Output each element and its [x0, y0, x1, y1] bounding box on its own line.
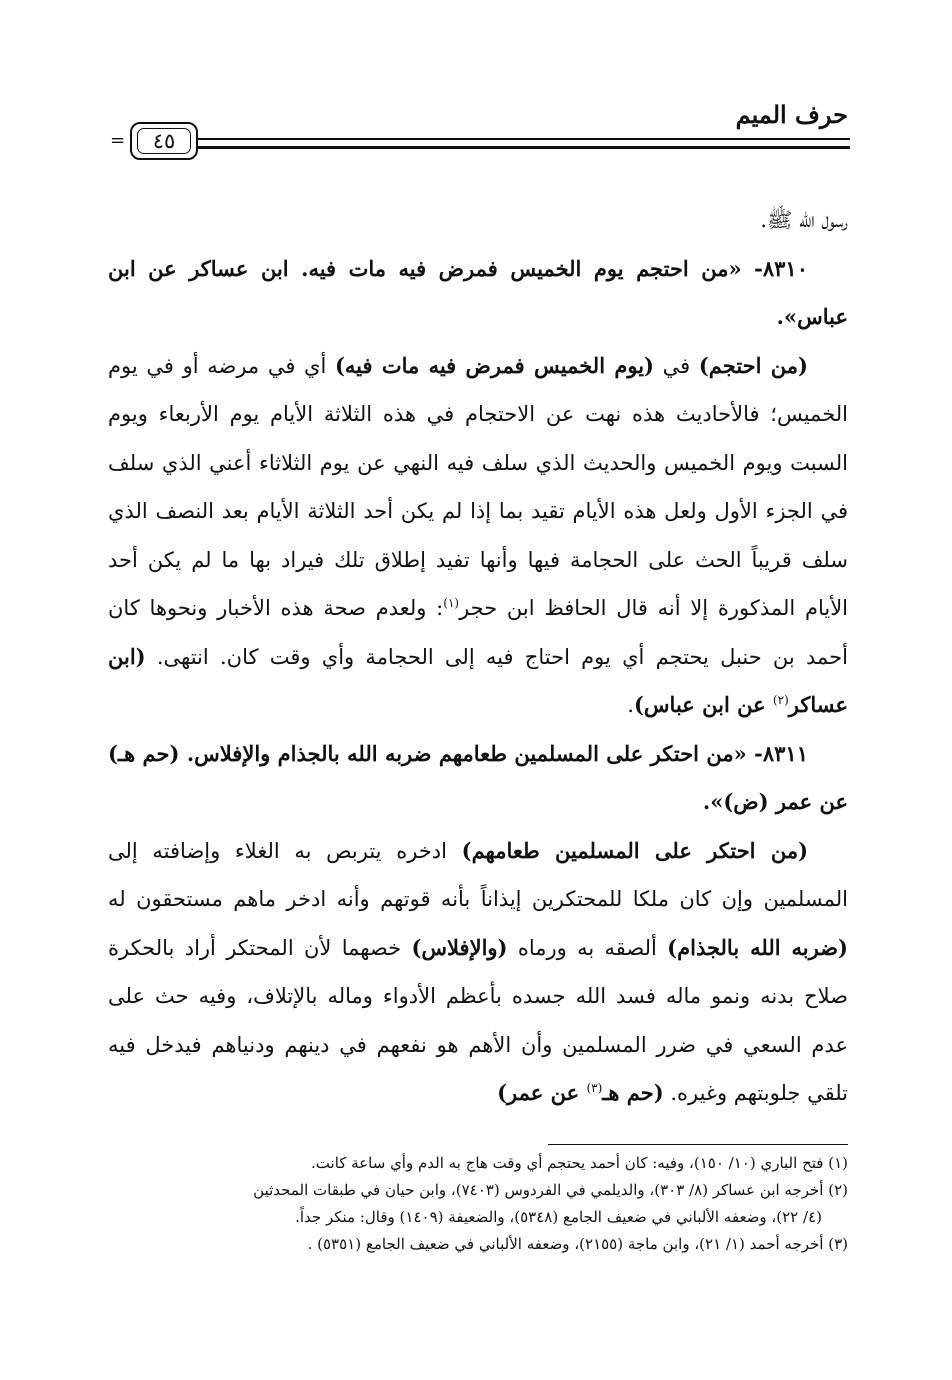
header-rule-bottom	[198, 146, 850, 149]
commentary-8311-lemma-1: (من احتكر على المسلمين طعامهم)	[461, 837, 809, 863]
commentary-8310-text-b: أي في مرضه أو في يوم الخميس؛ فالأحاديث هذه نهت عن الاحتجام في هذه الثلاثة الأيام يوم الأربعاء ويوم السبت ويوم الخميس والحديث الذي سلف فيه النهي عن يوم الثلاثاء أعني الذي سلف في الجزء الأول ولعل هذه الأيام تقيد بما إذا لم يكن أحد الثلاثة الأيام بعد النصف الذي سلف قريباً الحث على الحجامة فيها وأنها تفيد إطلاق تلك فيراد بها ما لم يكن أحد الأيام المذكورة إلا أنه قال الحافظ ابن حجر	[108, 353, 849, 620]
commentary-8311-text-b: ألصقه به ورماه	[507, 935, 668, 960]
commentary-8310-text-a: في	[653, 353, 699, 378]
commentary-8310-lemma-1: (من احتجم)	[698, 352, 808, 378]
main-text	[108, 196, 848, 1118]
commentary-8311-source-a: (حم هـ	[602, 1080, 664, 1105]
footnote-ref-1: (١)	[443, 596, 460, 610]
hadith-8311-text: ٨٣١١- «من احتكر على المسلمين طعامهم ضربه الله بالجذام والإفلاس. (حم هـ) عن عمر (ض)».	[108, 740, 848, 814]
commentary-8310-source-a: (ابن عساكر	[108, 643, 848, 717]
commentary-8310-text-c: : ولعدم صحة هذه الأخبار ونحوها كان أحمد بن حنبل يحتجم أي يوم احتاج فيه إلى الحجامة وأي وقت كان. انتهى.	[108, 596, 848, 669]
commentary-8311-lemma-3: (والإفلاس)	[411, 934, 508, 960]
commentary-8311-lemma-2: (ضربه الله بالجذام)	[667, 934, 848, 960]
header-rule-top	[198, 138, 850, 140]
commentary-8310-source-b: عن ابن عباس)	[633, 692, 773, 717]
chapter-title: حرف الميم	[735, 100, 848, 129]
footnote-separator	[548, 1144, 848, 1145]
footnote-3: (٣) أخرجه أحمد (١/ ٢١)، وابن ماجة (٢١٥٥)، وضعفه الألباني في ضعيف الجامع (٥٣٥١) .	[307, 1235, 848, 1253]
hadith-8311	[108, 730, 848, 827]
page-number-marker: =	[110, 130, 126, 151]
commentary-8311-text-c: خصهما لأن المحتكر أراد بالحكرة صلاح بدنه ونمو ماله فسد الله جسده بأعظم الأدواء وماله بالإتلاف، وفيه حث على عدم السعي في ضرر المسلمين وأن الأهم هو نفعهم في دينهم ودنياهم فيدخل فيه تلقي جلوبتهم وغيره.	[108, 935, 848, 1105]
footnote-2-continuation: (٤/ ٢٢)، وضعفه الألباني في ضعيف الجامع (٥٣٤٨)، والضعيفة (١٤٠٩) وقال: منكر جداً.	[295, 1208, 822, 1226]
commentary-8310-lemma-2: (يوم الخميس فمرض فيه مات فيه)	[334, 352, 654, 378]
hadith-8310-text: ٨٣١٠- «من احتجم يوم الخميس فمرض فيه مات فيه. ابن عساكر عن ابن عباس».	[108, 255, 848, 329]
commentary-8311-source-b: عن عمر)	[497, 1080, 587, 1105]
footnote-ref-2: (٢)	[772, 693, 789, 707]
page-number: ٤٥	[152, 129, 176, 153]
footnote-2: (٢) أخرجه ابن عساكر (٨/ ٣٠٣)، والديلمي في الفردوس (٧٤٠٣)، وابن حيان في طبقات المحدثين	[253, 1181, 848, 1199]
commentary-8310	[108, 342, 848, 730]
footnote-1: (١) فتح الباري (١٠/ ١٥٠)، وفيه: كان أحمد يحتجم أي وقت هاج به الدم وأي ساعة كانت.	[311, 1154, 848, 1172]
paragraph-continuation: رسول الله ﷺ.	[760, 208, 848, 232]
commentary-8310-end: .	[627, 693, 634, 717]
commentary-8311	[108, 827, 848, 1118]
commentary-8311-text-a: ادخره يتربص به الغلاء وإضافته إلى المسلمين وإن كان ملكا للمحتكرين إيذاناً بأنه قوتهم وأنه ادخر ماهم مستحقون له	[108, 838, 848, 911]
footnote-ref-3: (٣)	[586, 1081, 603, 1095]
page-number-frame	[130, 122, 198, 160]
hadith-8310	[108, 245, 848, 342]
footnotes	[108, 1150, 848, 1258]
